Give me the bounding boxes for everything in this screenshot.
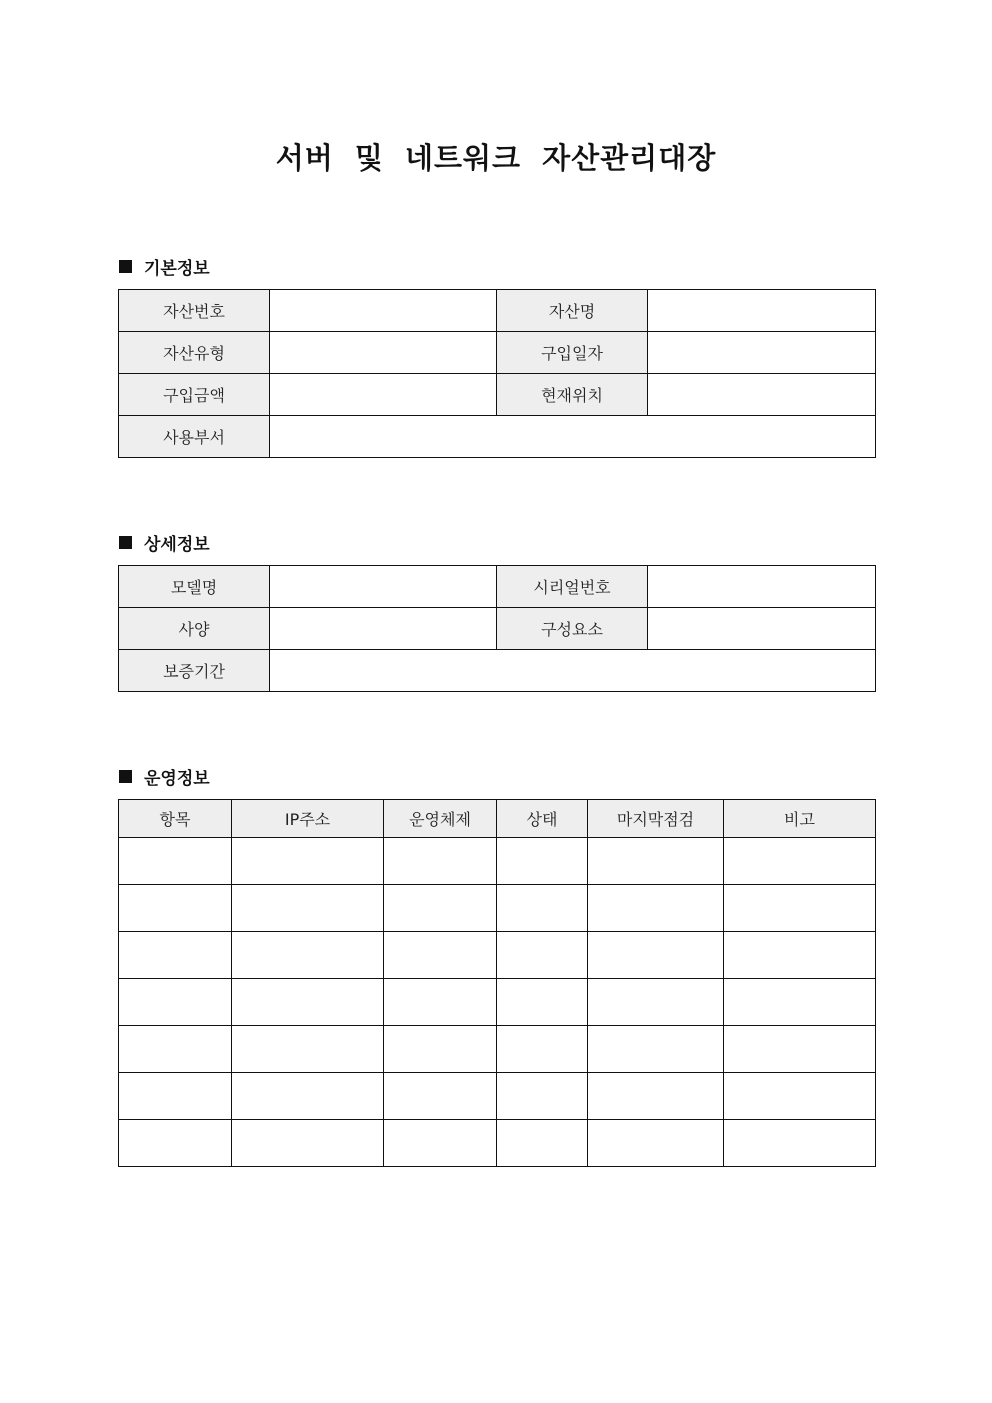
field-purchase-date[interactable] — [648, 332, 876, 374]
cell-last-inspection[interactable] — [588, 885, 724, 932]
column-header-ip-address: IP주소 — [232, 800, 384, 838]
basic-info-table — [118, 289, 876, 458]
cell-item[interactable] — [119, 885, 232, 932]
cell-last-inspection[interactable] — [588, 1026, 724, 1073]
cell-status[interactable] — [497, 932, 588, 979]
label-department: 사용부서 — [119, 416, 270, 458]
field-warranty-period[interactable] — [270, 650, 876, 692]
cell-last-inspection[interactable] — [588, 932, 724, 979]
section-title-detail: 상세정보 — [144, 535, 210, 555]
cell-item[interactable] — [119, 1026, 232, 1073]
cell-os[interactable] — [384, 1073, 497, 1120]
section-operation-info — [119, 764, 210, 789]
square-bullet-icon — [119, 770, 132, 783]
label-warranty-period: 보증기간 — [119, 650, 270, 692]
cell-status[interactable] — [497, 1073, 588, 1120]
cell-ip-address[interactable] — [232, 1120, 384, 1167]
operation-info-table — [118, 799, 876, 1167]
table-row — [119, 1073, 876, 1120]
field-department[interactable] — [270, 416, 876, 458]
cell-os[interactable] — [384, 1120, 497, 1167]
column-header-status: 상태 — [497, 800, 588, 838]
label-current-location: 현재위치 — [497, 374, 648, 416]
label-asset-type: 자산유형 — [119, 332, 270, 374]
square-bullet-icon — [119, 260, 132, 273]
field-serial-number[interactable] — [648, 566, 876, 608]
cell-last-inspection[interactable] — [588, 838, 724, 885]
cell-ip-address[interactable] — [232, 838, 384, 885]
cell-last-inspection[interactable] — [588, 1120, 724, 1167]
label-serial-number: 시리얼번호 — [497, 566, 648, 608]
cell-item[interactable] — [119, 1073, 232, 1120]
table-row — [119, 979, 876, 1026]
cell-status[interactable] — [497, 838, 588, 885]
table-row — [119, 374, 876, 416]
cell-last-inspection[interactable] — [588, 1073, 724, 1120]
section-title-basic: 기본정보 — [144, 259, 210, 279]
cell-remarks[interactable] — [724, 1026, 876, 1073]
square-bullet-icon — [119, 536, 132, 549]
cell-remarks[interactable] — [724, 1073, 876, 1120]
table-row — [119, 566, 876, 608]
cell-os[interactable] — [384, 885, 497, 932]
table-row — [119, 650, 876, 692]
table-row — [119, 1120, 876, 1167]
table-row — [119, 332, 876, 374]
table-row — [119, 838, 876, 885]
section-basic-info — [119, 254, 210, 279]
cell-os[interactable] — [384, 1026, 497, 1073]
label-purchase-amount: 구입금액 — [119, 374, 270, 416]
cell-last-inspection[interactable] — [588, 979, 724, 1026]
cell-status[interactable] — [497, 1120, 588, 1167]
cell-item[interactable] — [119, 1120, 232, 1167]
cell-remarks[interactable] — [724, 979, 876, 1026]
cell-item[interactable] — [119, 838, 232, 885]
field-current-location[interactable] — [648, 374, 876, 416]
label-purchase-date: 구입일자 — [497, 332, 648, 374]
label-asset-number: 자산번호 — [119, 290, 270, 332]
table-header-row — [119, 800, 876, 838]
document-title: 서버 및 네트워크 자산관리대장 — [275, 141, 717, 175]
cell-status[interactable] — [497, 1026, 588, 1073]
field-purchase-amount[interactable] — [270, 374, 497, 416]
cell-os[interactable] — [384, 979, 497, 1026]
label-specification: 사양 — [119, 608, 270, 650]
field-asset-type[interactable] — [270, 332, 497, 374]
column-header-remarks: 비고 — [724, 800, 876, 838]
field-components[interactable] — [648, 608, 876, 650]
table-row — [119, 290, 876, 332]
table-row — [119, 932, 876, 979]
table-row — [119, 416, 876, 458]
column-header-os: 운영체제 — [384, 800, 497, 838]
cell-item[interactable] — [119, 979, 232, 1026]
cell-os[interactable] — [384, 838, 497, 885]
cell-ip-address[interactable] — [232, 1026, 384, 1073]
section-title-operation: 운영정보 — [144, 769, 210, 789]
cell-ip-address[interactable] — [232, 979, 384, 1026]
detail-info-table — [118, 565, 876, 692]
label-model-name: 모델명 — [119, 566, 270, 608]
cell-status[interactable] — [497, 885, 588, 932]
cell-remarks[interactable] — [724, 838, 876, 885]
table-row — [119, 608, 876, 650]
table-row — [119, 885, 876, 932]
cell-ip-address[interactable] — [232, 885, 384, 932]
field-asset-number[interactable] — [270, 290, 497, 332]
cell-status[interactable] — [497, 979, 588, 1026]
column-header-item: 항목 — [119, 800, 232, 838]
label-asset-name: 자산명 — [497, 290, 648, 332]
cell-remarks[interactable] — [724, 932, 876, 979]
label-components: 구성요소 — [497, 608, 648, 650]
table-row — [119, 1026, 876, 1073]
cell-ip-address[interactable] — [232, 932, 384, 979]
cell-remarks[interactable] — [724, 885, 876, 932]
field-specification[interactable] — [270, 608, 497, 650]
cell-ip-address[interactable] — [232, 1073, 384, 1120]
field-asset-name[interactable] — [648, 290, 876, 332]
cell-remarks[interactable] — [724, 1120, 876, 1167]
cell-item[interactable] — [119, 932, 232, 979]
section-detail-info — [119, 530, 210, 555]
field-model-name[interactable] — [270, 566, 497, 608]
cell-os[interactable] — [384, 932, 497, 979]
column-header-last-inspection: 마지막점검 — [588, 800, 724, 838]
